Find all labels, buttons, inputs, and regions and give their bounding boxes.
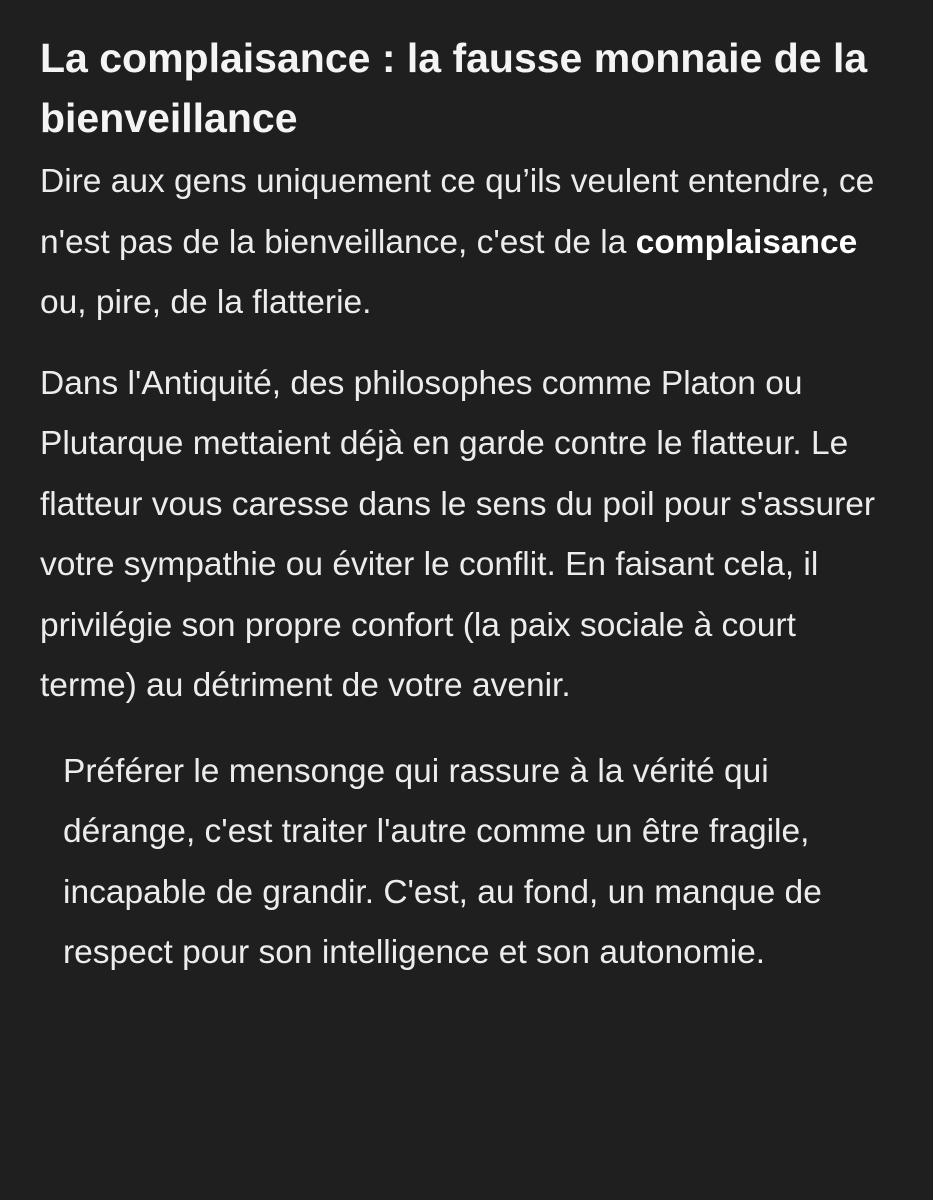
paragraph-text-end: ou, pire, de la flatterie. [40,284,372,321]
paragraph-definition [40,152,902,334]
paragraph-text-start: Dire aux gens uniquement ce qu’ils veulent entendre, ce n'est pas de la bienveillance, c'est de la [40,163,875,261]
section-heading: La complaisance : la fausse monnaie de la bienveillance [40,35,868,141]
blockquote: Préférer le mensonge qui rassure à la vérité qui dérange, c'est traiter l'autre comme un être fragile, incapable de grandir. C'est, au fond, un manque de respect pour son intelligence et son autonomie. [63,752,822,971]
paragraph-antiquity: Dans l'Antiquité, des philosophes comme Platon ou Plutarque mettaient déjà en garde contre le flatteur. Le flatteur vous caresse dans le sens du poil pour s'assurer votre sympathie ou éviter le conflit. En faisant cela, il privilégie son propre confort (la paix sociale à court terme) au détriment de votre avenir. [40,364,876,704]
bold-keyword: complaisance [635,223,858,261]
